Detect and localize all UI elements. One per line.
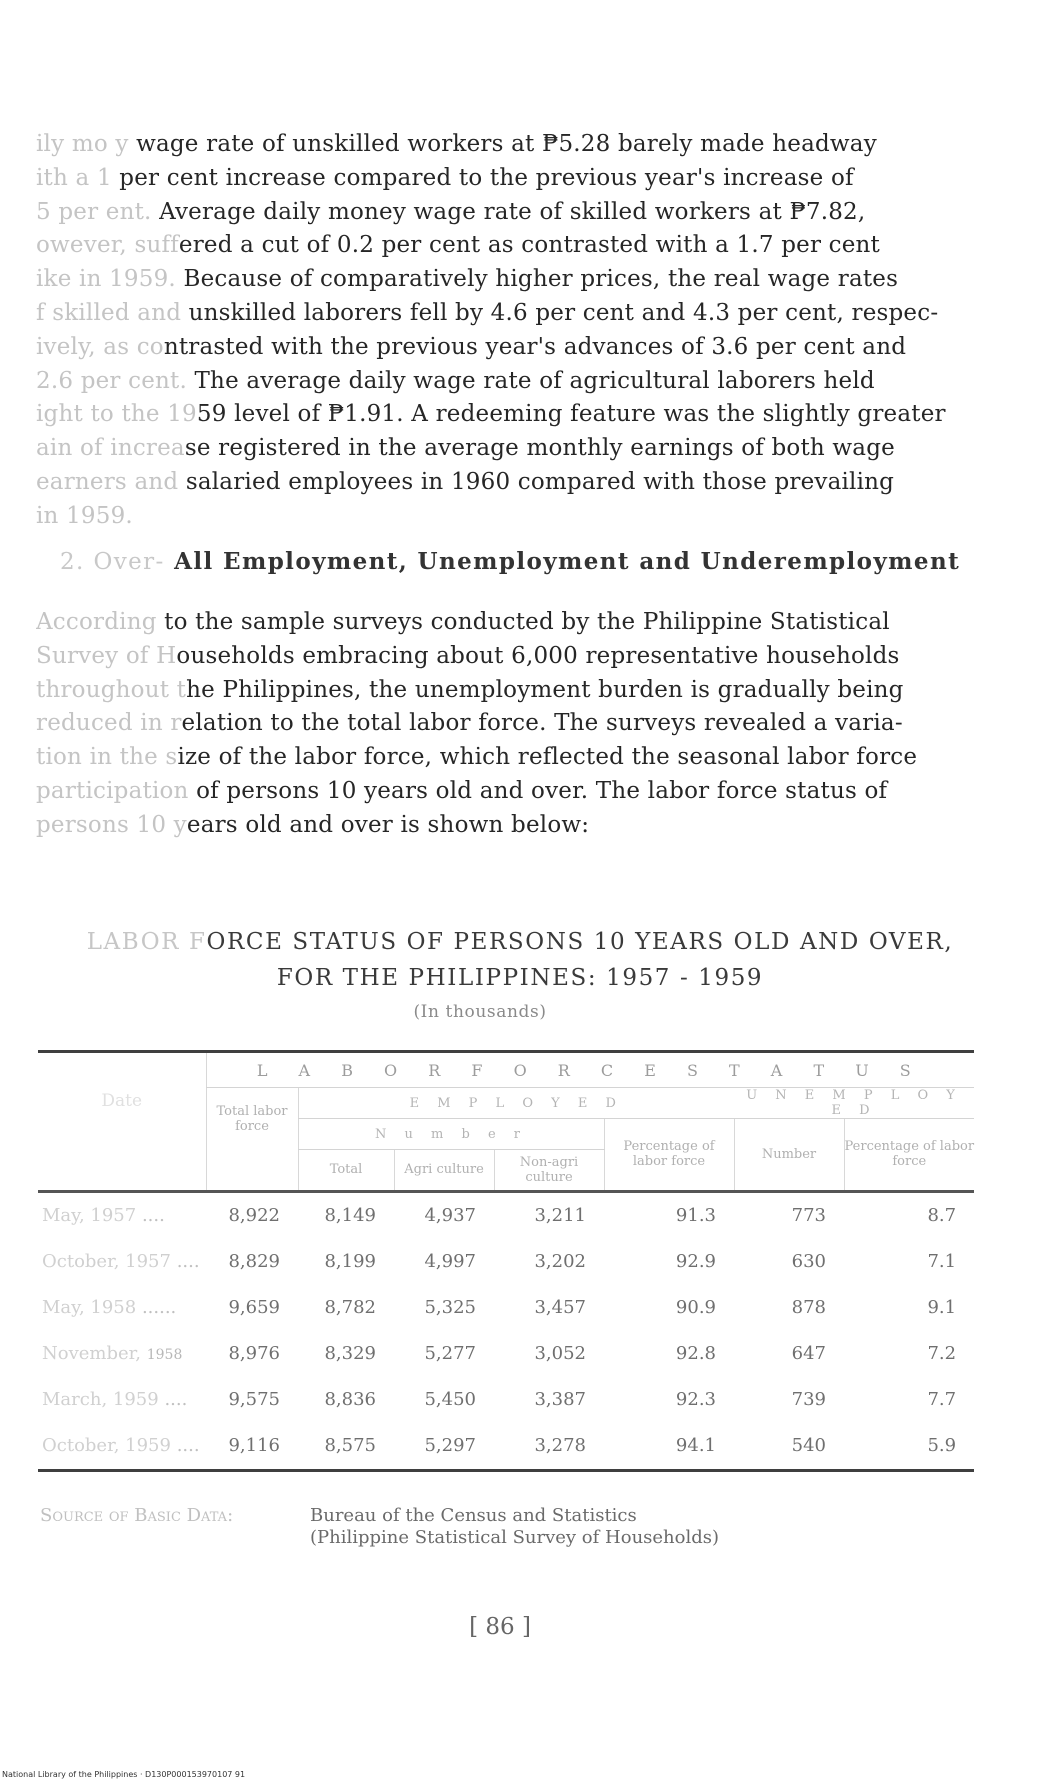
cell-employed-total: 8,329 xyxy=(324,1343,376,1364)
line-text: ears old and over is shown below: xyxy=(186,811,590,838)
header-unemployed-percentage: Percentage of labor force xyxy=(844,1119,974,1192)
cell-employed-total: 8,782 xyxy=(324,1297,376,1318)
period-text: March, 1959 xyxy=(42,1389,159,1410)
line-faint-text: earners and xyxy=(36,468,186,495)
cell-non-agriculture: 3,202 xyxy=(534,1251,586,1272)
cell-unemployed-number: 630 xyxy=(791,1251,826,1272)
paragraph-line xyxy=(36,640,966,674)
table-row xyxy=(38,1331,974,1377)
line-faint-text: in 1959. xyxy=(36,502,133,529)
line-faint-text: ively, as co xyxy=(36,333,164,360)
header-employed: E M P L O Y E D xyxy=(298,1088,734,1119)
period-dots: .... xyxy=(164,1389,188,1410)
paragraph-line xyxy=(36,196,966,230)
cell-employed-total: 8,836 xyxy=(324,1389,376,1410)
period-dots: .... xyxy=(176,1251,200,1272)
page-number: [ 86 ] xyxy=(469,1614,531,1640)
paragraph-line xyxy=(36,741,966,775)
cell-employed-pct: 94.1 xyxy=(675,1435,716,1456)
section-heading xyxy=(60,548,960,575)
paragraph-line xyxy=(36,398,966,432)
line-text: ntrasted with the previous year's advances of 3.6 per cent and xyxy=(163,333,907,360)
line-faint-text: 5 per ent. xyxy=(36,198,152,225)
line-text: ouseholds embracing about 6,000 representative households xyxy=(176,642,900,669)
paragraph-line xyxy=(36,775,966,809)
paragraph-line xyxy=(36,162,966,196)
header-total-labor-force: Total labor force xyxy=(206,1088,298,1150)
table-row xyxy=(38,1191,974,1239)
header-number: N u m b e r xyxy=(298,1119,604,1150)
cell-employed-total: 8,575 xyxy=(324,1435,376,1456)
cell-unemployed-pct: 7.7 xyxy=(927,1389,957,1410)
line-faint-text: f skilled and xyxy=(36,299,189,326)
header-total: Total xyxy=(298,1150,394,1192)
paragraph-line xyxy=(36,606,966,640)
cell-unemployed-pct: 9.1 xyxy=(927,1297,957,1318)
line-faint-text: ain of increa xyxy=(36,435,185,462)
cell-unemployed-number: 878 xyxy=(791,1297,826,1318)
row-period xyxy=(38,1285,206,1331)
cell-agriculture: 5,450 xyxy=(424,1389,476,1410)
cell-agriculture: 5,277 xyxy=(424,1343,476,1364)
line-text: unskilled laborers fell by 4.6 per cent and 4.3 per cent, respec- xyxy=(188,299,939,326)
line-text: The average daily wage rate of agricultural laborers held xyxy=(187,367,875,394)
paragraph-line xyxy=(36,466,966,500)
header-unemployed: U N E M P L O Y E D xyxy=(734,1088,974,1119)
row-period xyxy=(38,1423,206,1471)
line-faint-text: Survey of H xyxy=(36,642,177,669)
paragraph-line xyxy=(36,263,966,297)
cell-employed-pct: 91.3 xyxy=(675,1205,716,1226)
table-subtitle: (In thousands) xyxy=(413,1002,547,1022)
line-faint-text: owever, suff xyxy=(36,232,179,259)
period-dots: ...... xyxy=(141,1297,177,1318)
footer-watermark: National Library of the Philippines · D130P000153970107 91 xyxy=(2,1770,246,1779)
line-faint-text: ike in 1959. xyxy=(36,266,176,293)
line-faint-text: participation xyxy=(36,777,197,804)
cell-unemployed-pct: 7.1 xyxy=(927,1251,957,1272)
paragraph-line xyxy=(36,432,966,466)
cell-employed-total: 8,199 xyxy=(324,1251,376,1272)
header-agriculture: Agri culture xyxy=(394,1150,494,1192)
line-faint-text: 2.6 per cent. xyxy=(36,367,187,394)
line-text: 59 level of ₱1.91. A redeeming feature was the slightly greater xyxy=(196,401,946,428)
cell-unemployed-pct: 7.2 xyxy=(927,1343,957,1364)
paragraph-line xyxy=(36,500,966,534)
cell-unemployed-number: 540 xyxy=(791,1435,826,1456)
line-text: se registered in the average monthly earnings of both wage xyxy=(184,435,895,462)
table-title-faint: LABOR F xyxy=(86,929,207,955)
line-text: ered a cut of 0.2 per cent as contrasted with a 1.7 per cent xyxy=(178,232,880,259)
period-text: May, 1958 xyxy=(42,1297,137,1318)
header-spacer xyxy=(206,1150,298,1192)
table-row xyxy=(38,1423,974,1471)
cell-unemployed-number: 739 xyxy=(791,1389,826,1410)
row-period xyxy=(38,1239,206,1285)
cell-total-labor-force: 9,659 xyxy=(228,1297,280,1318)
cell-non-agriculture: 3,278 xyxy=(534,1435,586,1456)
source-note xyxy=(40,1505,970,1549)
cell-total-labor-force: 9,575 xyxy=(228,1389,280,1410)
line-text: per cent increase compared to the previous year's increase of xyxy=(119,164,854,191)
table-title xyxy=(40,924,1000,996)
line-faint-text: According xyxy=(36,609,157,635)
cell-employed-pct: 90.9 xyxy=(675,1297,716,1318)
period-year: 1958 xyxy=(146,1347,183,1363)
line-faint-text: throughout t xyxy=(36,676,187,703)
line-text: salaried employees in 1960 compared with those prevailing xyxy=(185,468,895,495)
line-text: he Philippines, the unemployment burden is gradually being xyxy=(186,676,904,703)
line-text: elation to the total labor force. The surveys revealed a varia- xyxy=(181,710,903,737)
table-row xyxy=(38,1377,974,1423)
source-line2: (Philippine Statistical Survey of Households) xyxy=(310,1527,720,1548)
line-text: Average daily money wage rate of skilled workers at ₱7.82, xyxy=(151,198,866,225)
header-non-agriculture: Non-agri culture xyxy=(494,1150,604,1192)
header-period: Date xyxy=(101,1091,143,1112)
cell-agriculture: 4,937 xyxy=(424,1205,476,1226)
period-dots: .... xyxy=(141,1205,165,1226)
cell-employed-total: 8,149 xyxy=(324,1205,376,1226)
cell-total-labor-force: 8,976 xyxy=(228,1343,280,1364)
line-text: ize of the labor force, which reflected the seasonal labor force xyxy=(177,744,918,771)
paragraph-line xyxy=(36,128,966,162)
paragraph-line xyxy=(36,707,966,741)
paragraph-line xyxy=(36,331,966,365)
row-period xyxy=(38,1331,206,1377)
line-text: Because of comparatively higher prices, the real wage rates xyxy=(175,266,899,293)
line-faint-text: tion in the s xyxy=(36,744,178,771)
cell-employed-pct: 92.9 xyxy=(675,1251,716,1272)
table-row xyxy=(38,1239,974,1285)
paragraph-line xyxy=(36,674,966,708)
period-text: May, 1957 xyxy=(42,1205,137,1226)
cell-total-labor-force: 8,829 xyxy=(228,1251,280,1272)
cell-unemployed-pct: 8.7 xyxy=(927,1205,957,1226)
cell-non-agriculture: 3,052 xyxy=(534,1343,586,1364)
cell-total-labor-force: 9,116 xyxy=(228,1435,280,1456)
paragraph-line xyxy=(36,809,966,843)
line-faint-text: ith a 1 xyxy=(36,164,120,191)
cell-non-agriculture: 3,387 xyxy=(534,1389,586,1410)
period-text: October, 1959 xyxy=(42,1435,171,1456)
source-line1: Bureau of the Census and Statistics xyxy=(310,1505,637,1526)
paragraph-line xyxy=(36,365,966,399)
cell-non-agriculture: 3,457 xyxy=(534,1297,586,1318)
period-dots: .... xyxy=(176,1435,200,1456)
line-faint-text: ight to the 19 xyxy=(36,401,197,428)
line-text: of persons 10 years old and over. The labor force status of xyxy=(196,777,888,804)
period-text: October, 1957 xyxy=(42,1251,171,1272)
cell-unemployed-pct: 5.9 xyxy=(927,1435,957,1456)
cell-unemployed-number: 773 xyxy=(791,1205,826,1226)
cell-total-labor-force: 8,922 xyxy=(228,1205,280,1226)
paragraph-line xyxy=(36,297,966,331)
period-text: November, xyxy=(42,1343,141,1364)
cell-agriculture: 5,297 xyxy=(424,1435,476,1456)
table-body xyxy=(38,1191,974,1470)
line-faint-text: ily mo y xyxy=(36,131,129,157)
cell-unemployed-number: 647 xyxy=(791,1343,826,1364)
cell-agriculture: 4,997 xyxy=(424,1251,476,1272)
row-period xyxy=(38,1377,206,1423)
table-title-line2: FOR THE PHILIPPINES: 1957 - 1959 xyxy=(276,965,764,991)
heading-faint: 2. Over- xyxy=(60,549,165,575)
labor-force-table xyxy=(38,1050,974,1472)
cell-employed-pct: 92.3 xyxy=(675,1389,716,1410)
line-faint-text: reduced in r xyxy=(36,710,182,737)
paragraph-wages xyxy=(36,128,966,534)
header-unemployed-number: Number xyxy=(734,1119,844,1192)
heading-text: All Employment, Unemployment and Underemployment xyxy=(174,548,961,575)
header-labor-force-status: L A B O R F O R C E S T A T U S xyxy=(206,1052,974,1088)
header-spacer xyxy=(38,1150,206,1192)
table-title-line1: ORCE STATUS OF PERSONS 10 YEARS OLD AND OVER, xyxy=(206,929,954,955)
paragraph-line xyxy=(36,229,966,263)
row-period xyxy=(38,1191,206,1239)
cell-non-agriculture: 3,211 xyxy=(534,1205,586,1226)
header-percentage-employed: Percentage of labor force xyxy=(604,1119,734,1192)
line-faint-text: persons 10 y xyxy=(36,811,187,838)
line-text: wage rate of unskilled workers at ₱5.28 barely made headway xyxy=(128,131,877,157)
line-text: to the sample surveys conducted by the Philippine Statistical xyxy=(156,609,890,635)
cell-agriculture: 5,325 xyxy=(424,1297,476,1318)
paragraph-employment xyxy=(36,606,966,843)
table-row xyxy=(38,1285,974,1331)
source-label: Source of Basic Data: xyxy=(40,1505,234,1526)
cell-employed-pct: 92.8 xyxy=(675,1343,716,1364)
